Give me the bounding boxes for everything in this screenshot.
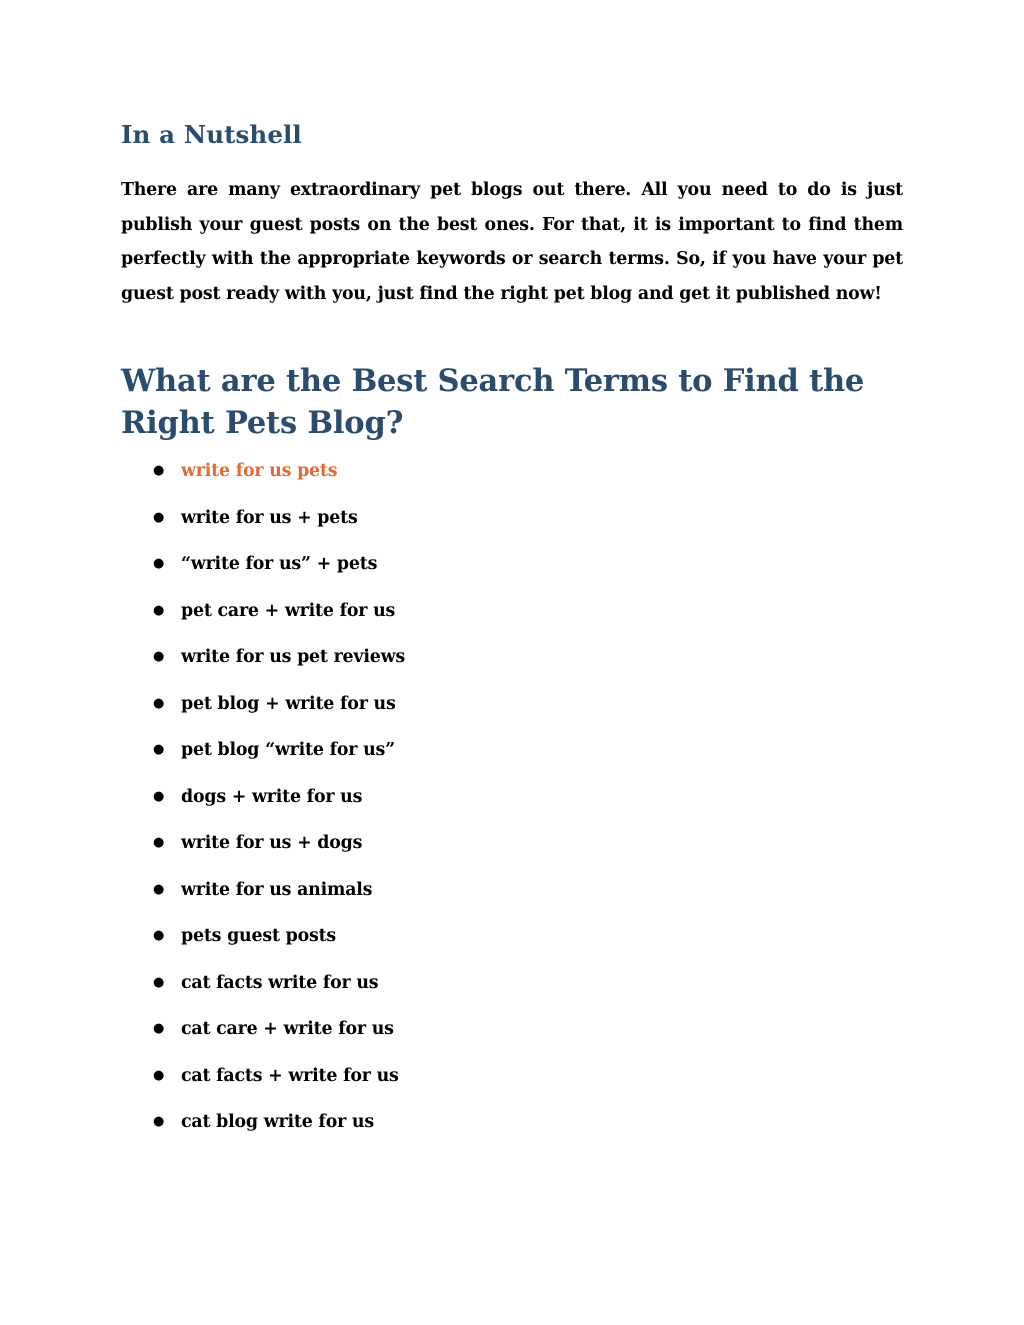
search-term-text: dogs + write for us <box>181 786 363 807</box>
search-term-text: pets guest posts <box>181 926 337 946</box>
search-term-item <box>121 592 405 639</box>
search-term-item <box>121 1103 405 1150</box>
search-term-text: write for us + dogs <box>181 833 363 853</box>
search-term-text: cat facts write for us <box>181 972 379 993</box>
search-term-text: pet care + write for us <box>181 600 396 621</box>
bullet-icon: ● <box>153 1067 165 1083</box>
search-term-item[interactable] <box>121 452 405 499</box>
main-heading: What are the Best Search Terms to Find the Right Pets Blog? <box>121 363 865 441</box>
search-term-text: pet blog + write for us <box>181 693 396 714</box>
search-term-item <box>121 545 405 592</box>
search-term-item <box>121 731 405 778</box>
intro-paragraph: There are many extraordinary pet blogs out there. All you need to do is just publish your guest posts on the best ones. For that, it is important to find them perfectly with the appropriate keywords or search terms. So, if you have your pet guest post ready with you, just find the right pet blog and get it published now! <box>121 180 903 304</box>
bullet-icon: ● <box>153 881 165 897</box>
search-term-text: write for us animals <box>181 879 373 900</box>
bullet-icon: ● <box>153 1021 165 1036</box>
bullet-icon: ● <box>153 1114 165 1129</box>
bullet-icon: ● <box>153 463 165 478</box>
search-term-item <box>121 778 405 825</box>
search-term-item <box>121 638 405 685</box>
search-term-text: cat blog write for us <box>181 1112 374 1132</box>
bullet-icon: ● <box>153 788 165 804</box>
section-title: In a Nutshell <box>121 120 302 149</box>
search-term-text: cat care + write for us <box>181 1019 394 1039</box>
search-term-item <box>121 964 405 1011</box>
search-term-text: cat facts + write for us <box>181 1065 399 1086</box>
search-term-item <box>121 917 405 964</box>
bullet-icon: ● <box>153 602 165 618</box>
search-term-item <box>121 499 405 546</box>
bullet-icon: ● <box>153 974 165 990</box>
search-term-text: pet blog “write for us” <box>181 740 395 760</box>
search-term-item <box>121 871 405 918</box>
bullet-icon: ● <box>153 835 165 850</box>
bullet-icon: ● <box>153 556 165 571</box>
bullet-icon: ● <box>153 695 165 711</box>
search-term-item <box>121 1010 405 1057</box>
search-term-item <box>121 685 405 732</box>
bullet-icon: ● <box>153 649 165 664</box>
bullet-icon: ● <box>153 742 165 757</box>
search-term-text: write for us pet reviews <box>181 647 405 667</box>
search-terms-list <box>121 452 405 1150</box>
search-term-link[interactable]: write for us pets <box>181 461 338 481</box>
search-term-item <box>121 1057 405 1104</box>
search-term-item <box>121 824 405 871</box>
search-term-text: “write for us” + pets <box>181 554 378 574</box>
search-term-text: write for us + pets <box>181 507 358 528</box>
bullet-icon: ● <box>153 509 165 525</box>
bullet-icon: ● <box>153 928 165 943</box>
